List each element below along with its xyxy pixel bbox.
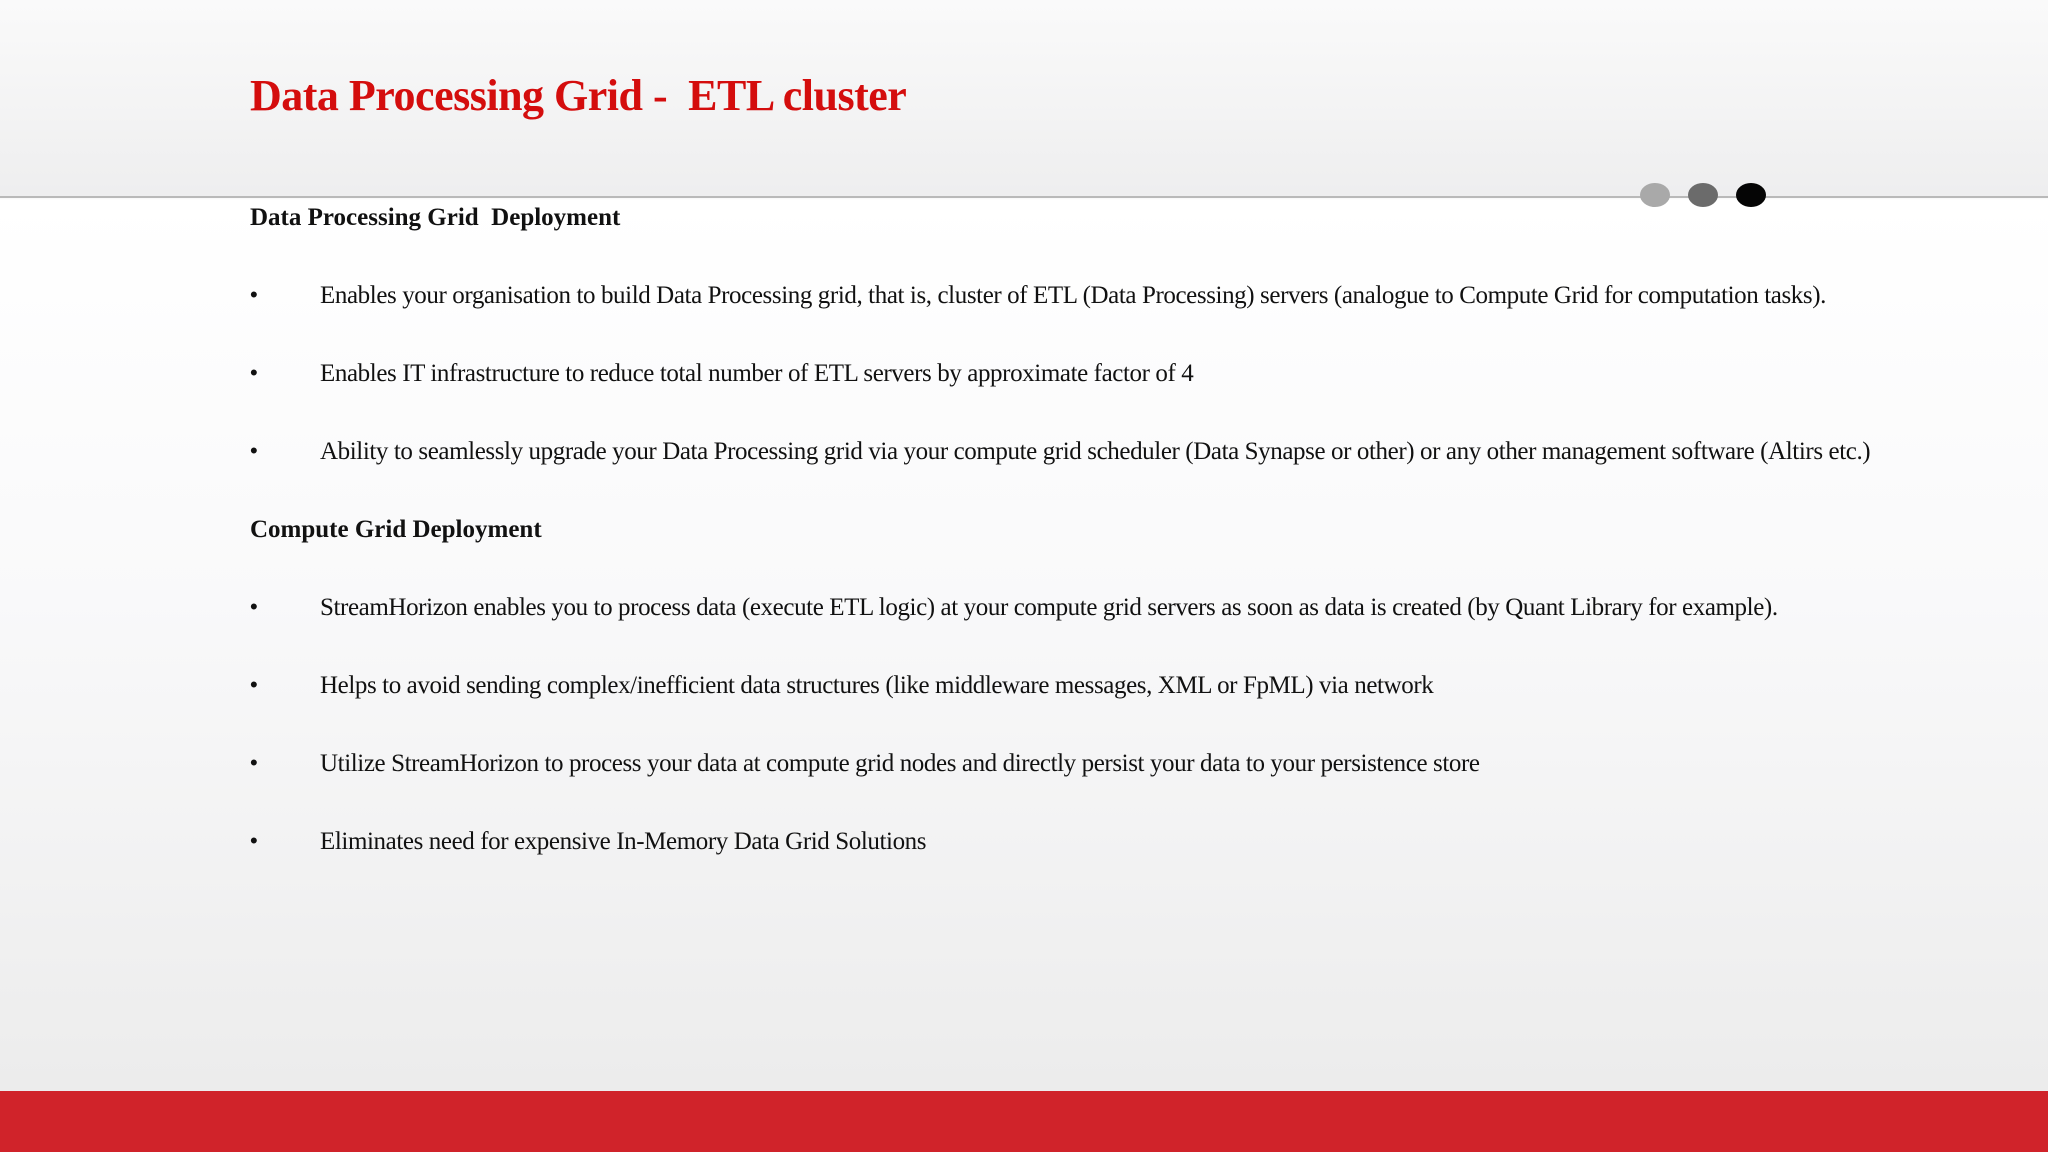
bullet-icon: • xyxy=(250,282,258,307)
list-item xyxy=(250,828,2010,862)
list-item xyxy=(250,438,2010,472)
bullet-icon: • xyxy=(250,672,258,697)
list-item-text: Utilize StreamHorizon to process your data at compute grid nodes and directly persist your data to your persistence store xyxy=(320,750,1480,777)
list-item-text: Helps to avoid sending complex/inefficient data structures (like middleware messages, XML or FpML) via network xyxy=(320,672,1434,699)
bullet-icon: • xyxy=(250,594,258,619)
list-item-text: StreamHorizon enables you to process data (execute ETL logic) at your compute grid servers as soon as data is created (by Quant Library for example). xyxy=(320,594,1778,621)
bullet-icon: • xyxy=(250,438,258,463)
footer-bar xyxy=(0,1091,2048,1152)
list-item-text: Ability to seamlessly upgrade your Data Processing grid via your compute grid scheduler (Data Synapse or other) or any other management software (Altirs etc.) xyxy=(320,438,1871,465)
slide-title: Data Processing Grid - ETL cluster xyxy=(250,71,907,120)
bullet-icon: • xyxy=(250,828,258,853)
list-item xyxy=(250,282,2010,316)
progress-dot-1 xyxy=(1640,183,1670,207)
list-item-text: Enables IT infrastructure to reduce total number of ETL servers by approximate factor of 4 xyxy=(320,360,1194,387)
list-item-text: Eliminates need for expensive In-Memory Data Grid Solutions xyxy=(320,828,927,855)
progress-dot-2 xyxy=(1688,183,1718,207)
list-item xyxy=(250,360,2010,394)
progress-dot-3 xyxy=(1736,183,1766,207)
section-heading-compute-grid: Compute Grid Deployment xyxy=(250,516,542,543)
list-item xyxy=(250,594,2010,628)
list-item-text: Enables your organisation to build Data Processing grid, that is, cluster of ETL (Data Processing) servers (analogue to Compute Grid for computation tasks). xyxy=(320,282,1826,309)
bullet-icon: • xyxy=(250,750,258,775)
bullet-icon: • xyxy=(250,360,258,385)
list-item xyxy=(250,672,2010,706)
list-item xyxy=(250,750,2010,784)
section-heading-data-processing-grid: Data Processing Grid Deployment xyxy=(250,204,621,231)
